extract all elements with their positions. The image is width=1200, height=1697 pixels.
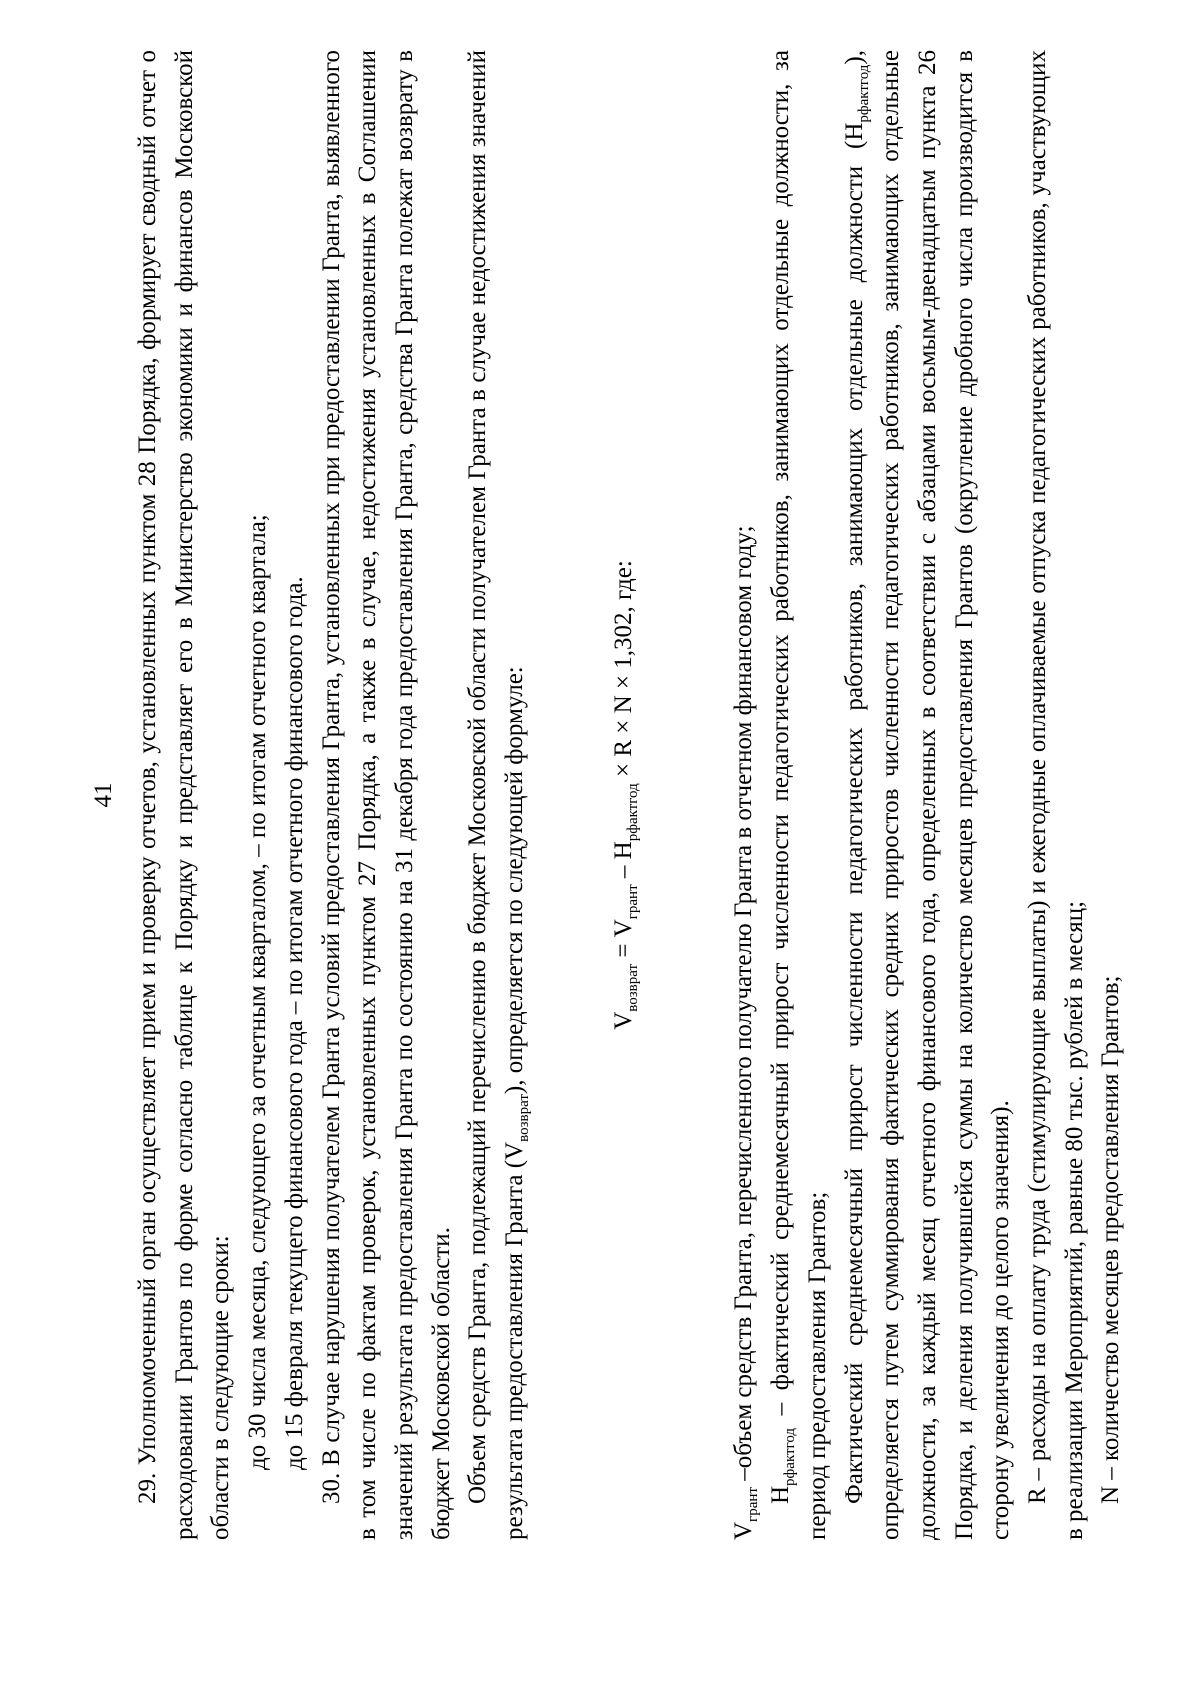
formula-minus: – H <box>609 841 637 885</box>
formula-h-subscript: рфактгод <box>624 783 641 842</box>
v-grant-symbol: V <box>730 1521 758 1540</box>
h-subscript: рфактгод <box>782 1427 799 1486</box>
formula-eq: = V <box>609 919 637 964</box>
deadline-quarterly: до 30 числа месяца, следующего за отчетным кварталом, – по итогам отчетного квартала; <box>244 514 272 1470</box>
return-intro-paragraph <box>460 50 533 1540</box>
return-formula <box>606 50 643 1540</box>
return-intro-text-a: Объем средств Гранта, подлежащий перечислению в бюджет Московской области получателем Гранта в случае недостижения значений результата предоставления Гранта (V <box>464 50 529 1540</box>
fact-text-b: ), определяется путем суммирования фактических средних приростов численности педагогических работников, занимающих отдельные должности, за каждый месяц отчетного финансового года, определенных в соответствии с абзацами восьмым-двенадцатым пункта 26 Порядка, и деления получившейся суммы на количество месяцев предоставления Грантов (округление дробного числа производится в сторону увеличения до целого значения). <box>840 50 1015 1540</box>
formula-grant-subscript: грант <box>624 884 641 920</box>
v-grant-text: –объем средств Гранта, перечисленного получателю Гранта в отчетном финансовом году; <box>730 525 758 1488</box>
page-number: 41 <box>90 782 117 808</box>
formula-v-subscript: возврат <box>624 963 641 1012</box>
return-intro-subscript: возврат <box>516 1094 533 1142</box>
definition-h <box>763 50 836 1540</box>
formula-tail: × R × N × 1,302, где: <box>609 560 637 784</box>
rotated-document-page <box>90 50 1130 1540</box>
fact-subscript: рфактгод <box>855 64 872 123</box>
deadline-annual: до 15 февраля текущего финансового года – по итогам отчетного финансового года. <box>280 576 308 1470</box>
definition-n: N – количество месяцев предоставления Грантов; <box>1097 975 1125 1504</box>
paragraph-29: 29. Уполномоченный орган осуществляет прием и проверку отчетов, установленных пунктом 28 Порядка, формирует сводный отчет о расходовании Грантов по форме согласно таблице к Порядку и представляет его в Министерство экономики и финансов Московской области в следующие сроки: <box>134 50 235 1540</box>
fact-text-a: Фактический среднемесячный прирост численности педагогических работников, занимающих отдельные должности (Н <box>840 122 868 1504</box>
definition-fact-growth <box>837 50 1021 1540</box>
paragraph-30: 30. В случае нарушения получателем Гранта условий предоставления Гранта, установленных при предоставлении Гранта, выявленного в том числе по фактам проверок, установленных пунктом 27 Порядка, а также в случае, недостижения установленных в Соглашении значений результата предоставления Гранта по состоянию на 31 декабря года предоставления Гранта, средства Гранта полежат возврату в бюджет Московской области. <box>317 50 455 1540</box>
formula-v: V <box>609 1011 637 1030</box>
definition-v-grant <box>726 50 763 1540</box>
h-text: – фактический среднемесячный прирост численности педагогических работников, занимающих отдельные должности, за период предоставления Грантов; <box>767 50 831 1540</box>
definition-r: R – расходы на оплату труда (стимулирующие выплаты) и ежегодные оплачиваемые отпуска педагогических работников, участвующих в реализации Мероприятий, равные 80 тыс. рублей в месяц; <box>1024 50 1088 1540</box>
return-intro-text-b: ), определяется по следующей формуле: <box>501 666 529 1095</box>
v-grant-subscript: грант <box>745 1487 762 1522</box>
h-symbol: H <box>767 1485 795 1504</box>
